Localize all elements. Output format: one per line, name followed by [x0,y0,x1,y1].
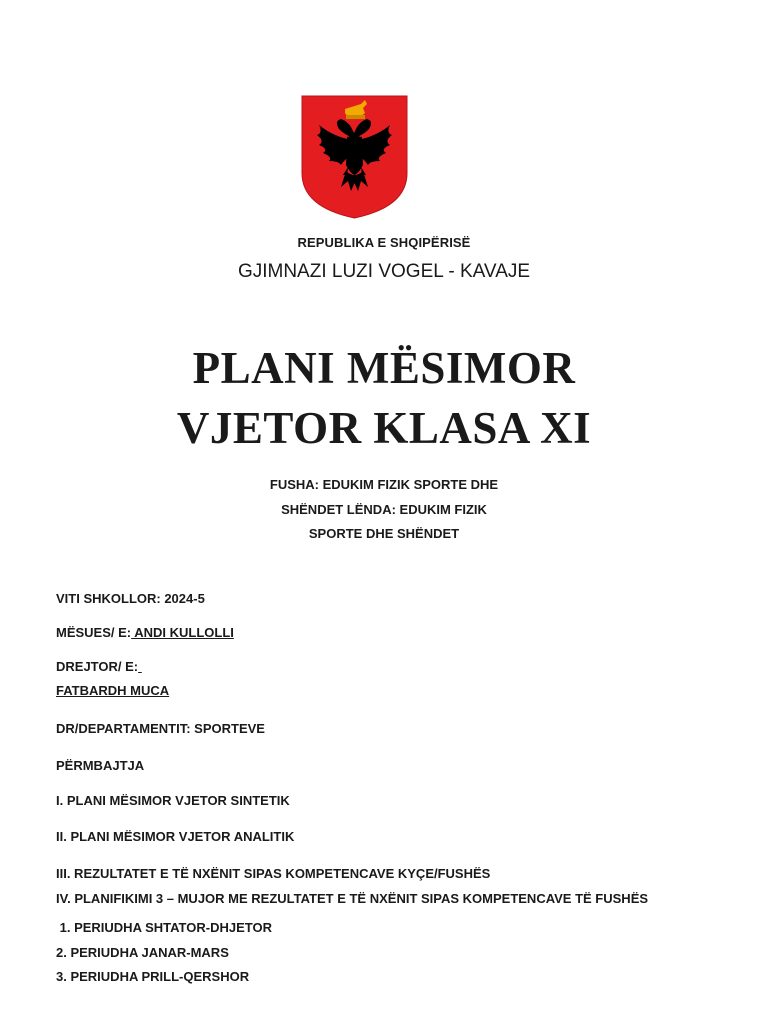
contents-item: I. PLANI MËSIMOR VJETOR SINTETIK [56,793,290,808]
subject-field [0,473,768,547]
teacher-label: MËSUES/ E: [56,625,132,640]
director-name: FATBARDH MUCA [56,683,170,698]
field-line-3: SPORTE DHE SHËNDET [308,526,460,541]
contents-item: IV. PLANIFIKIMI 3 – MUJOR ME REZULTATET E TË NXËNIT SIPAS KOMPETENCAVE TË FUSHËS [56,891,649,906]
title-line-1: PLANI MËSIMOR [192,343,576,393]
period-item: 2. PERIUDHA JANAR-MARS [56,945,229,960]
albanian-coat-of-arms-icon [301,95,408,219]
director-label: DREJTOR/ E: [56,659,139,674]
school-year: VITI SHKOLLOR: 2024-5 [56,591,205,606]
contents-heading: PËRMBAJTJA [56,758,145,773]
page-title [0,338,768,458]
title-line-2: VJETOR KLASA XI [176,403,592,453]
director-label-line [56,659,142,674]
contents-item: II. PLANI MËSIMOR VJETOR ANALITIK [56,829,295,844]
period-item: 1. PERIUDHA SHTATOR-DHJETOR [56,920,272,935]
department: DR/DEPARTAMENTIT: SPORTEVE [56,721,265,736]
school-name: GJIMNAZI LUZI VOGEL - KAVAJE [237,261,531,282]
republic-heading: REPUBLIKA E SHQIPËRISË [297,235,471,250]
period-item: 3. PERIUDHA PRILL-QERSHOR [56,969,250,984]
teacher-line [56,625,234,640]
field-line-1: FUSHA: EDUKIM FIZIK SPORTE DHE [269,477,499,492]
teacher-name: ANDI KULLOLLI [131,625,234,640]
field-line-2: SHËNDET LËNDA: EDUKIM FIZIK [281,501,487,517]
director-label-underline [138,659,142,674]
contents-item: III. REZULTATET E TË NXËNIT SIPAS KOMPETENCAVE KYÇE/FUSHËS [56,866,491,881]
